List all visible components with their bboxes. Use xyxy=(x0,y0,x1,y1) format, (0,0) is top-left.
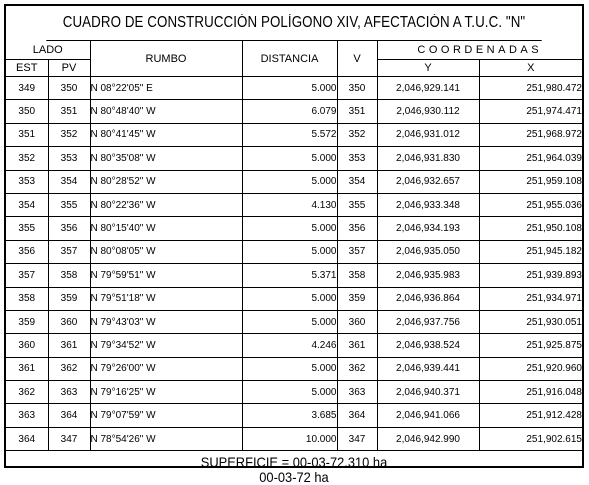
pv-cell: 354 xyxy=(48,170,90,193)
coord-y-cell: 2,046,934.193 xyxy=(377,217,479,240)
vertex-cell: 364 xyxy=(337,404,377,427)
distancia-cell: 10.000 xyxy=(242,427,337,450)
pv-cell: 361 xyxy=(48,334,90,357)
vertex-cell: 356 xyxy=(337,217,377,240)
est-cell: 350 xyxy=(6,100,48,123)
coord-x-cell: 251,912.428 xyxy=(479,404,582,427)
y-header: Y xyxy=(377,60,479,77)
coord-y-cell: 2,046,935.983 xyxy=(377,264,479,287)
table-row xyxy=(6,240,582,263)
coord-y-cell: 2,046,931.012 xyxy=(377,123,479,146)
coord-x-cell: 251,902.615 xyxy=(479,427,582,450)
est-cell: 362 xyxy=(6,381,48,404)
vertex-cell: 362 xyxy=(337,357,377,380)
rumbo-cell: N 79°07'59" W xyxy=(90,404,242,427)
rumbo-cell: N 79°16'25" W xyxy=(90,381,242,404)
rumbo-cell: N 80°15'40" W xyxy=(90,217,242,240)
distancia-cell: 5.371 xyxy=(242,264,337,287)
pv-cell: 358 xyxy=(48,264,90,287)
rumbo-cell: N 78°54'26" W xyxy=(90,427,242,450)
rumbo-cell: N 80°08'05" W xyxy=(90,240,242,263)
coord-x-cell: 251,959.108 xyxy=(479,170,582,193)
rumbo-cell: N 79°34'52" W xyxy=(90,334,242,357)
vertex-cell: 354 xyxy=(337,170,377,193)
coord-y-cell: 2,046,933.348 xyxy=(377,193,479,216)
coord-x-cell: 251,955.036 xyxy=(479,193,582,216)
coord-x-cell: 251,974.471 xyxy=(479,100,582,123)
coord-y-cell: 2,046,939.441 xyxy=(377,357,479,380)
est-cell: 360 xyxy=(6,334,48,357)
coord-x-cell: 251,939.893 xyxy=(479,264,582,287)
rumbo-cell: N 79°43'03" W xyxy=(90,310,242,333)
vertex-cell: 363 xyxy=(337,381,377,404)
rumbo-cell: N 80°48'40" W xyxy=(90,100,242,123)
rumbo-cell: N 08°22'05" E xyxy=(90,77,242,100)
superficie-text: SUPERFICIE = 00-03-72.310 ha xyxy=(200,454,388,471)
table-row xyxy=(6,287,582,310)
est-cell: 354 xyxy=(6,193,48,216)
pv-cell: 362 xyxy=(48,357,90,380)
est-cell: 361 xyxy=(6,357,48,380)
pv-cell: 364 xyxy=(48,404,90,427)
table-row xyxy=(6,147,582,170)
coord-y-cell: 2,046,942.990 xyxy=(377,427,479,450)
table-row xyxy=(6,170,582,193)
table-row xyxy=(6,77,582,100)
coordenadas-header: COORDENADAS xyxy=(377,41,582,60)
rumbo-cell: N 80°41'45" W xyxy=(90,123,242,146)
table-row xyxy=(6,381,582,404)
lado-header: LADO xyxy=(6,41,90,60)
est-cell: 358 xyxy=(6,287,48,310)
pv-cell: 357 xyxy=(48,240,90,263)
rumbo-cell: N 80°35'08" W xyxy=(90,147,242,170)
est-header: EST xyxy=(6,60,48,77)
est-cell: 351 xyxy=(6,123,48,146)
coord-y-cell: 2,046,937.756 xyxy=(377,310,479,333)
pv-cell: 352 xyxy=(48,123,90,146)
est-cell: 364 xyxy=(6,427,48,450)
table-row xyxy=(6,310,582,333)
pv-cell: 350 xyxy=(48,77,90,100)
table-row xyxy=(6,427,582,450)
table-row xyxy=(6,100,582,123)
distancia-cell: 5.000 xyxy=(242,381,337,404)
coord-x-cell: 251,980.472 xyxy=(479,77,582,100)
rumbo-cell: N 79°51'18" W xyxy=(90,287,242,310)
x-header: X xyxy=(479,60,582,77)
vertex-cell: 350 xyxy=(337,77,377,100)
coord-x-cell: 251,964.039 xyxy=(479,147,582,170)
pv-cell: 360 xyxy=(48,310,90,333)
est-cell: 355 xyxy=(6,217,48,240)
coord-x-cell: 251,920.960 xyxy=(479,357,582,380)
rumbo-cell: N 79°59'51" W xyxy=(90,264,242,287)
vertex-cell: 361 xyxy=(337,334,377,357)
distancia-cell: 5.000 xyxy=(242,77,337,100)
distancia-cell: 5.000 xyxy=(242,287,337,310)
table-row xyxy=(6,123,582,146)
coord-y-cell: 2,046,936.864 xyxy=(377,287,479,310)
pv-cell: 347 xyxy=(48,427,90,450)
est-cell: 352 xyxy=(6,147,48,170)
coord-y-cell: 2,046,932.657 xyxy=(377,170,479,193)
rumbo-cell: N 79°26'00" W xyxy=(90,357,242,380)
distancia-cell: 3.685 xyxy=(242,404,337,427)
coord-x-cell: 251,916.048 xyxy=(479,381,582,404)
pv-cell: 353 xyxy=(48,147,90,170)
coord-y-cell: 2,046,940.371 xyxy=(377,381,479,404)
coord-y-cell: 2,046,929.141 xyxy=(377,77,479,100)
distancia-cell: 5.000 xyxy=(242,310,337,333)
distancia-cell: 4.246 xyxy=(242,334,337,357)
distancia-header: DISTANCIA xyxy=(242,41,337,77)
coord-y-cell: 2,046,930.112 xyxy=(377,100,479,123)
table-row xyxy=(6,334,582,357)
distancia-cell: 5.000 xyxy=(242,240,337,263)
v-header: V xyxy=(337,41,377,77)
coord-x-cell: 251,950.108 xyxy=(479,217,582,240)
rumbo-cell: N 80°22'36" W xyxy=(90,193,242,216)
rumbo-header: RUMBO xyxy=(90,41,242,77)
distancia-cell: 5.000 xyxy=(242,217,337,240)
pv-cell: 356 xyxy=(48,217,90,240)
est-cell: 357 xyxy=(6,264,48,287)
table-row xyxy=(6,357,582,380)
table-row xyxy=(6,217,582,240)
table-row xyxy=(6,264,582,287)
distancia-cell: 5.572 xyxy=(242,123,337,146)
coord-x-cell: 251,925.875 xyxy=(479,334,582,357)
superficie-short-text: 00-03-72 ha xyxy=(259,469,329,485)
distancia-cell: 5.000 xyxy=(242,170,337,193)
coord-x-cell: 251,934.971 xyxy=(479,287,582,310)
est-cell: 363 xyxy=(6,404,48,427)
surface-summary xyxy=(6,451,582,485)
coord-x-cell: 251,945.182 xyxy=(479,240,582,263)
coord-y-cell: 2,046,935.050 xyxy=(377,240,479,263)
est-cell: 356 xyxy=(6,240,48,263)
table-title: CUADRO DE CONSTRUCCIÓN POLÍGONO XIV, AFECTACIÓN A T.U.C. "N" xyxy=(46,6,541,41)
est-cell: 353 xyxy=(6,170,48,193)
coord-y-cell: 2,046,941.066 xyxy=(377,404,479,427)
pv-cell: 355 xyxy=(48,193,90,216)
vertex-cell: 357 xyxy=(337,240,377,263)
vertex-cell: 355 xyxy=(337,193,377,216)
distancia-cell: 4.130 xyxy=(242,193,337,216)
vertex-cell: 359 xyxy=(337,287,377,310)
distancia-cell: 6.079 xyxy=(242,100,337,123)
est-cell: 349 xyxy=(6,77,48,100)
coord-y-cell: 2,046,931.830 xyxy=(377,147,479,170)
pv-cell: 363 xyxy=(48,381,90,404)
vertex-cell: 352 xyxy=(337,123,377,146)
coord-y-cell: 2,046,938.524 xyxy=(377,334,479,357)
construction-table xyxy=(6,41,582,451)
table-row xyxy=(6,404,582,427)
coord-x-cell: 251,968.972 xyxy=(479,123,582,146)
pv-cell: 351 xyxy=(48,100,90,123)
table-body xyxy=(6,77,582,451)
vertex-cell: 351 xyxy=(337,100,377,123)
rumbo-cell: N 80°28'52" W xyxy=(90,170,242,193)
distancia-cell: 5.000 xyxy=(242,147,337,170)
table-row xyxy=(6,193,582,216)
vertex-cell: 360 xyxy=(337,310,377,333)
est-cell: 359 xyxy=(6,310,48,333)
pv-cell: 359 xyxy=(48,287,90,310)
construction-table-sheet xyxy=(4,4,584,485)
vertex-cell: 353 xyxy=(337,147,377,170)
vertex-cell: 358 xyxy=(337,264,377,287)
pv-header: PV xyxy=(48,60,90,77)
vertex-cell: 347 xyxy=(337,427,377,450)
coord-x-cell: 251,930.051 xyxy=(479,310,582,333)
distancia-cell: 5.000 xyxy=(242,357,337,380)
